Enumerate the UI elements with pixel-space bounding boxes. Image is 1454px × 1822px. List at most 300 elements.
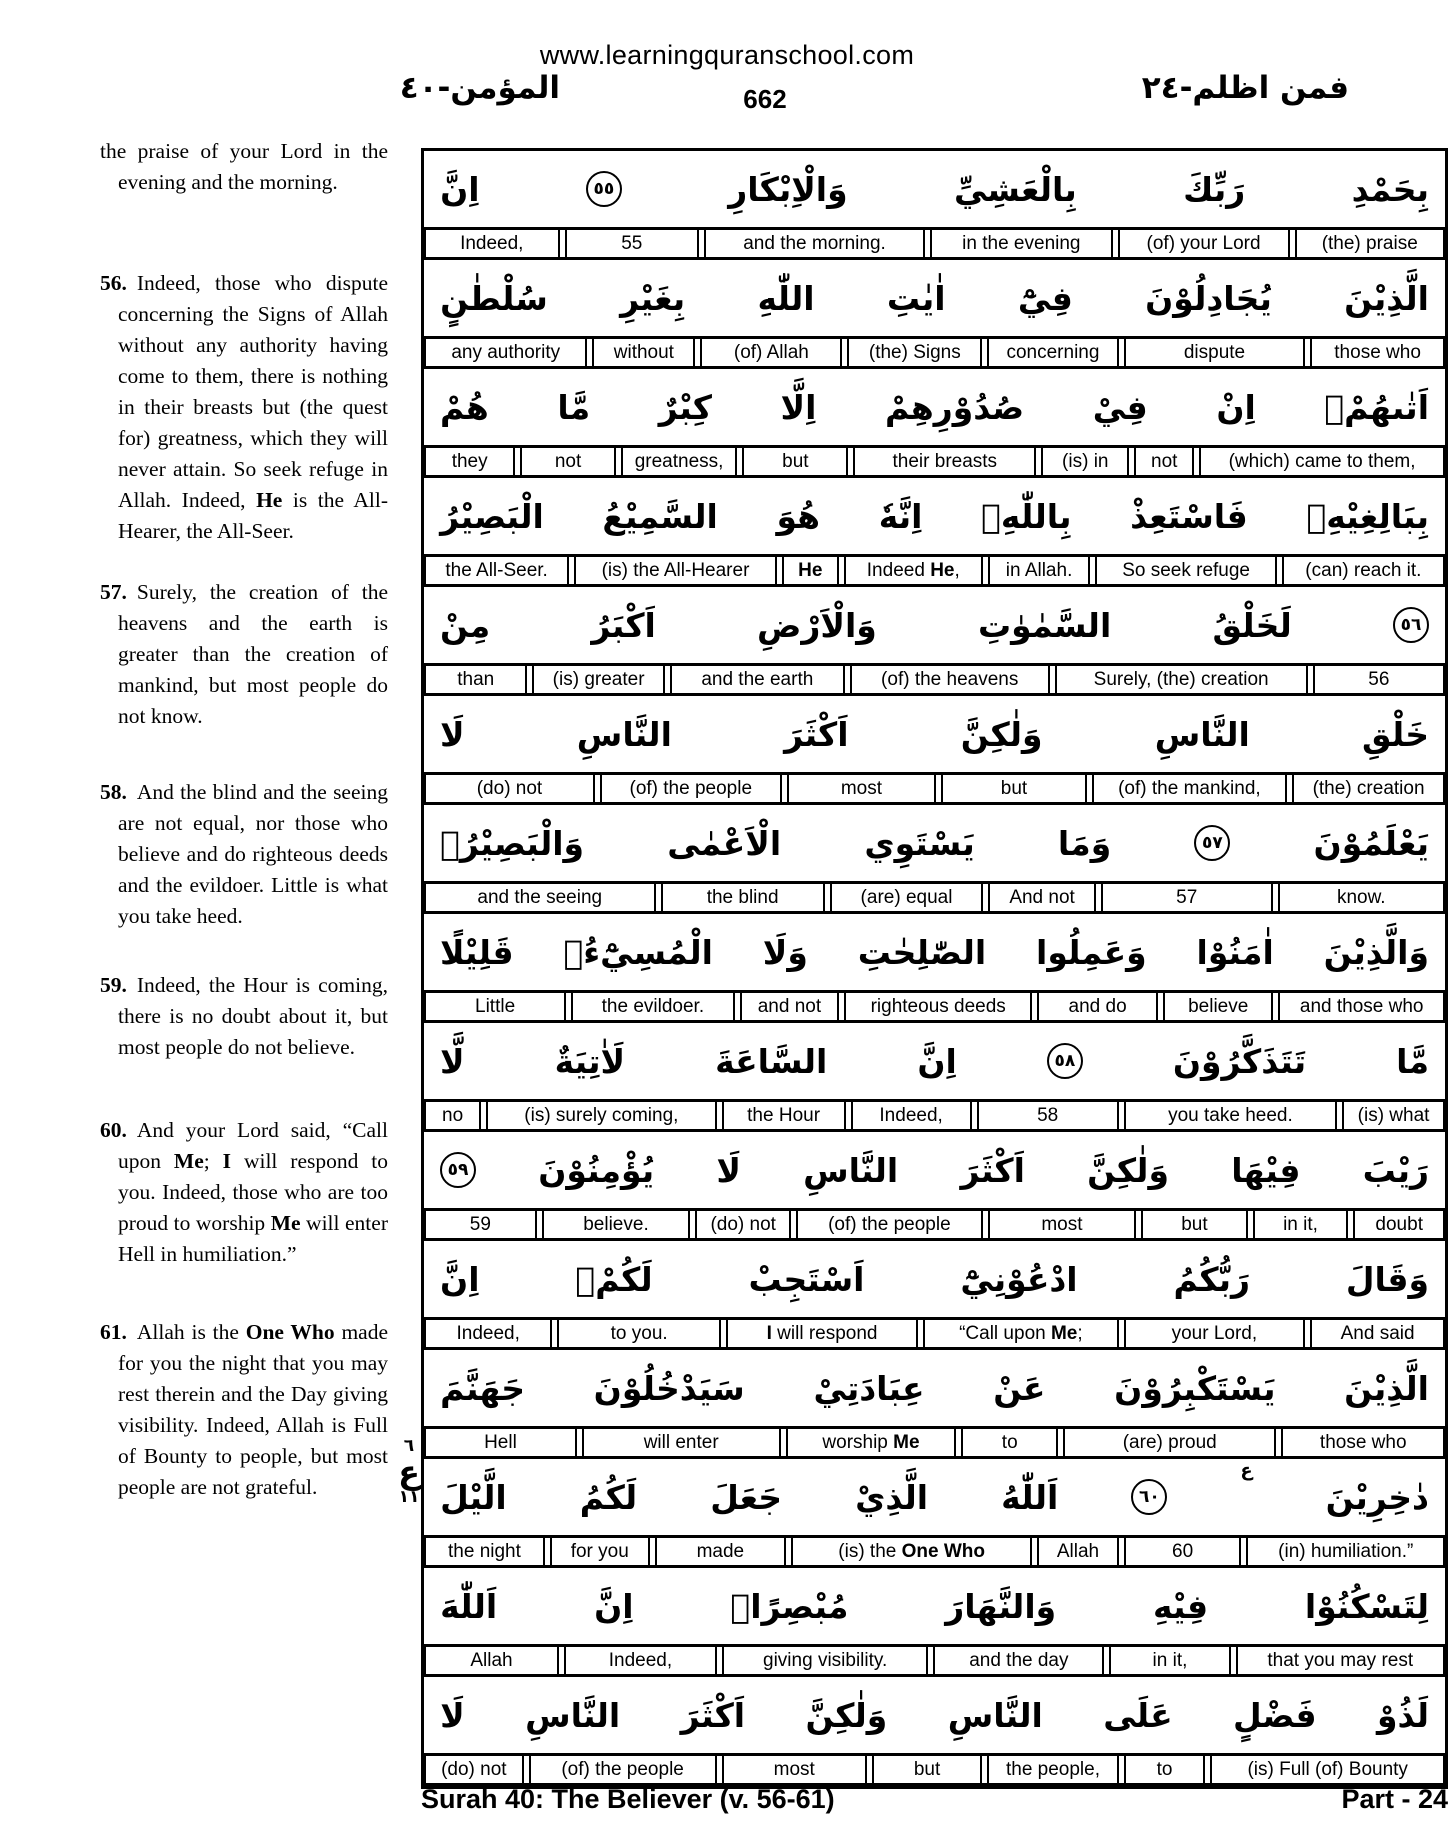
- arabic-word: مُبْصِرًاۭ: [730, 1586, 849, 1626]
- arabic-word: يَعْلَمُوْنَ: [1313, 823, 1429, 863]
- translation-cell: [1124, 1102, 1337, 1129]
- translation-text: Me: [893, 1432, 920, 1453]
- translation-text: (do) not: [476, 778, 543, 799]
- translation-cell: [791, 1538, 1032, 1565]
- arabic-word: الَّيْلَ: [440, 1477, 507, 1517]
- translation-text: Indeed,: [608, 1650, 673, 1671]
- arabic-word: كِبْرٌ: [658, 387, 712, 427]
- arabic-word: بِحَمْدِ: [1351, 169, 1429, 209]
- translation-text: but: [782, 451, 809, 472]
- translation-text: (is) greater: [552, 669, 645, 690]
- translation-text: (which) came to them,: [1228, 451, 1416, 472]
- arabic-word: هُمْ: [440, 387, 489, 427]
- arabic-word: اٰمَنُوْا: [1196, 932, 1274, 972]
- translation-cell: [532, 666, 664, 693]
- translation-text: Surely, (the) creation: [1093, 669, 1269, 690]
- verse-end-marker: ٥٦: [1393, 607, 1429, 643]
- page-number: 662: [743, 84, 787, 114]
- translation-cell: [592, 339, 695, 366]
- translation-text: most: [840, 778, 882, 799]
- translation-cell: [742, 448, 848, 475]
- arabic-word: النَّاسِ: [576, 714, 672, 754]
- translation-text: (is) Full (of) Bounty: [1247, 1759, 1408, 1780]
- translation-text: not: [554, 451, 582, 472]
- arabic-word: عَنْ: [993, 1368, 1046, 1408]
- translation-cell: [574, 557, 777, 584]
- translation-cell: [704, 230, 925, 257]
- translation-cell: [424, 1320, 552, 1347]
- verse-text-segment: will respond to you. Indeed, those who are too proud to worship: [118, 1149, 388, 1235]
- translation-text: and do: [1068, 996, 1127, 1017]
- verse-text-segment: Indeed, the Hour is coming, there is no doubt about it, but most people do not believe.: [118, 973, 388, 1059]
- translation-cell: [977, 1102, 1119, 1129]
- translation-cell: [923, 1320, 1118, 1347]
- arabic-word: فَاسْتَعِذْ: [1130, 496, 1248, 536]
- verse-text-segment: will enter Hell in humiliation.”: [118, 1211, 388, 1266]
- translation-cell: [424, 884, 656, 911]
- translation-cell: [787, 775, 937, 802]
- translation-cell: [1092, 775, 1287, 802]
- translation-cell: [988, 557, 1091, 584]
- translation-text: in Allah.: [1005, 560, 1073, 581]
- translation-cell: [722, 1102, 846, 1129]
- footer-part-label: Part - 24: [1341, 1784, 1448, 1814]
- arabic-word: وَقَالَ: [1345, 1259, 1429, 1299]
- translation-text: (is) what: [1357, 1105, 1430, 1126]
- translation-text: but: [1181, 1214, 1208, 1235]
- verse-paragraph: [100, 970, 388, 1063]
- translation-text: in the evening: [962, 233, 1081, 254]
- arabic-word: اِنَّ: [917, 1041, 957, 1081]
- arabic-word: رَبُّكُمُ: [1173, 1259, 1250, 1299]
- translation-text: will enter: [643, 1432, 719, 1453]
- translation-text: Indeed,: [460, 233, 524, 254]
- arabic-word: دٰخِرِيْنَ: [1325, 1477, 1429, 1517]
- arabic-word: لَذُوْ: [1377, 1695, 1429, 1735]
- translation-text: Hell: [484, 1432, 517, 1453]
- translation-text: Little: [475, 996, 516, 1017]
- arabic-word: وَعَمِلُوا: [1036, 932, 1147, 972]
- translation-cell: [941, 775, 1086, 802]
- arabic-word: اَكْثَرَ: [784, 714, 849, 754]
- arabic-row: [424, 587, 1445, 663]
- translation-cell: [424, 1756, 524, 1783]
- translation-cell: [424, 448, 515, 475]
- translation-cell: [988, 1211, 1137, 1238]
- translation-cell: [424, 557, 569, 584]
- translation-text: you take heed.: [1168, 1105, 1293, 1126]
- translation-cell: [529, 1756, 717, 1783]
- arabic-word: جَعَلَ: [710, 1477, 783, 1517]
- translation-text: Me: [1050, 1323, 1078, 1344]
- arabic-word: بِغَيْرِ: [620, 278, 686, 318]
- translation-row: [424, 1753, 1445, 1786]
- verse-end-marker: ٥٧: [1194, 825, 1230, 861]
- translation-text: and not: [757, 996, 822, 1017]
- arabic-row: [424, 478, 1445, 554]
- verse-number: 58.: [100, 780, 127, 804]
- arabic-word: سُلْطٰنٍ: [440, 278, 548, 318]
- translation-row: [424, 663, 1445, 696]
- arabic-word: لَخَلْقُ: [1212, 605, 1292, 645]
- translation-text: And not: [1009, 887, 1075, 908]
- translation-text: made: [696, 1541, 745, 1562]
- translation-text: for you: [570, 1541, 629, 1562]
- ruku-number-top: ٦: [403, 1436, 415, 1456]
- translation-cell: [564, 1647, 717, 1674]
- translation-text: 56: [1368, 669, 1390, 690]
- arabic-word: اِنَّ: [440, 169, 480, 209]
- translation-text: (can) reach it.: [1305, 560, 1422, 581]
- translation-row: [424, 1426, 1445, 1459]
- translation-cell: [670, 666, 845, 693]
- arabic-row: [424, 696, 1445, 772]
- translation-text: than: [457, 669, 495, 690]
- arabic-word: عَلَى: [1103, 1695, 1173, 1735]
- translation-cell: [1141, 1211, 1247, 1238]
- translation-text: their breasts: [892, 451, 998, 472]
- arabic-word: النَّاسِ: [803, 1150, 899, 1190]
- verse-text-segment: And your Lord said, “Call upon: [118, 1118, 388, 1173]
- translation-text: (is) surely coming,: [524, 1105, 679, 1126]
- translation-text: (do) not: [710, 1214, 776, 1235]
- translation-cell: [550, 1538, 650, 1565]
- arabic-word: ادْعُوْنِيْٓ: [960, 1259, 1078, 1299]
- arabic-word: لَّا: [440, 1041, 465, 1081]
- translation-cell: [1095, 557, 1276, 584]
- arabic-word: لَاٰتِيَةٌ: [554, 1041, 626, 1081]
- arabic-word: رَيْبَ: [1362, 1150, 1429, 1190]
- arabic-word: الْبَصِيْرُ: [440, 496, 544, 536]
- arabic-word: اٰيٰتِ: [886, 278, 946, 318]
- arabic-word: يَسْتَوِي: [864, 823, 975, 863]
- translation-cell: [740, 993, 840, 1020]
- translation-cell: [1055, 666, 1308, 693]
- arabic-word: يَسْتَكْبِرُوْنَ: [1114, 1368, 1276, 1408]
- ruku-number-bottom: ١١: [398, 1487, 420, 1508]
- translation-text: and the day: [969, 1650, 1069, 1671]
- arabic-word: السَّاعَةَ: [715, 1041, 828, 1081]
- translation-text: (of) the people: [629, 778, 753, 799]
- arabic-word: عِبَادَتِيْ: [813, 1368, 925, 1408]
- arabic-word: يُؤْمِنُوْنَ: [538, 1150, 655, 1190]
- translation-cell: [542, 1211, 691, 1238]
- surah-name-arabic: المؤمن-٤٠: [399, 70, 560, 106]
- verse-text-segment: I: [222, 1149, 232, 1173]
- arabic-word: فِيْهَا: [1231, 1150, 1301, 1190]
- arabic-word: اِنَّ: [594, 1586, 634, 1626]
- arabic-word: اِنَّهٗ: [878, 496, 923, 536]
- verse-text-segment: Me: [270, 1211, 301, 1235]
- arabic-word: مَّا: [1396, 1041, 1429, 1081]
- translation-cell: [1236, 1647, 1445, 1674]
- translation-cell: [786, 1429, 957, 1456]
- translation-text: those who: [1334, 342, 1421, 363]
- arabic-row: [424, 805, 1445, 881]
- translation-cell: [695, 1211, 791, 1238]
- translation-cell: [722, 1647, 928, 1674]
- translation-row: [424, 881, 1445, 914]
- translation-cell: [424, 1429, 577, 1456]
- translation-cell: [1278, 993, 1445, 1020]
- arabic-row: [424, 1241, 1445, 1317]
- translation-text: the night: [448, 1541, 521, 1562]
- arabic-word: يُجَادِلُوْنَ: [1145, 278, 1272, 318]
- verse-paragraph: [100, 136, 388, 198]
- arabic-word: فِيْٓ: [1017, 278, 1073, 318]
- arabic-word: سَيَدْخُلُوْنَ: [593, 1368, 745, 1408]
- translation-cell: [850, 666, 1050, 693]
- translation-cell: [621, 448, 738, 475]
- verse-text-segment: And the blind and the seeing are not equal, nor those who believe and do righteous deeds and the evildoer. Little is what you take heed.: [118, 780, 388, 928]
- arabic-word: وَلٰكِنَّ: [1087, 1150, 1169, 1190]
- translation-text: He: [798, 560, 823, 581]
- translation-cell: [424, 775, 595, 802]
- translation-row: [424, 1317, 1445, 1350]
- arabic-word: فِيْهِ: [1152, 1586, 1209, 1626]
- arabic-word: وَالْاِبْكَارِ: [728, 169, 848, 209]
- verse-text-segment: Allah is the: [136, 1320, 246, 1344]
- ruku-ain-glyph: ع: [398, 1452, 420, 1491]
- translation-cell: [1295, 230, 1446, 257]
- translation-text: without: [613, 342, 674, 363]
- translation-row: [424, 990, 1445, 1023]
- arabic-word: اَكْثَرَ: [680, 1695, 746, 1735]
- translation-text: (the) creation: [1312, 778, 1425, 799]
- translation-row: [424, 336, 1445, 369]
- translation-text: Indeed,: [456, 1323, 520, 1344]
- verse-text-segment: Indeed, those who dispute concerning the Signs of Allah without any authority having come to them, there is nothing in their breasts but (the quest for) greatness, which they will never attain. So seek refuge in Allah. Indeed,: [118, 271, 388, 512]
- translation-cell: [571, 993, 734, 1020]
- translation-cell: [1253, 1211, 1349, 1238]
- translation-cell: [1124, 1756, 1206, 1783]
- translation-text: righteous deeds: [870, 996, 1006, 1017]
- arabic-row: [424, 260, 1445, 336]
- arabic-word: النَّاسِ: [1154, 714, 1250, 754]
- translation-text: (is) the All-Hearer: [601, 560, 750, 581]
- translation-text: greatness,: [634, 451, 724, 472]
- translation-cell: [424, 1211, 537, 1238]
- arabic-word: الَّذِيْنَ: [1344, 278, 1429, 318]
- arabic-row: [424, 1350, 1445, 1426]
- translation-cell: [722, 1756, 867, 1783]
- translation-cell: [844, 557, 983, 584]
- translation-cell: [424, 339, 587, 366]
- translation-cell: [1282, 557, 1445, 584]
- arabic-row: [424, 151, 1445, 227]
- translation-text: (of) Allah: [733, 342, 809, 363]
- translation-text: 58: [1037, 1105, 1059, 1126]
- arabic-row: [424, 914, 1445, 990]
- arabic-word: الْاَعْمٰى: [667, 823, 782, 863]
- translation-text: ;: [1077, 1323, 1083, 1344]
- translation-text: giving visibility.: [763, 1650, 888, 1671]
- translation-cell: [1310, 339, 1445, 366]
- verse-end-marker: ٥٨: [1047, 1043, 1083, 1079]
- translation-text: (the) Signs: [868, 342, 961, 363]
- translation-row: [424, 554, 1445, 587]
- verse-text-segment: Me: [173, 1149, 204, 1173]
- translation-row: [424, 1535, 1445, 1568]
- translation-cell: [1134, 448, 1194, 475]
- translation-text: know.: [1336, 887, 1386, 908]
- arabic-word: اِنَّ: [440, 1259, 480, 1299]
- arabic-word: النَّاسِ: [947, 1695, 1043, 1735]
- arabic-word: اَللّٰهَ: [440, 1586, 498, 1626]
- translation-cell: [987, 339, 1119, 366]
- arabic-row: [424, 1459, 1445, 1535]
- translation-text: not: [1151, 451, 1178, 472]
- arabic-word: بِاللّٰهِۭ: [981, 496, 1072, 536]
- translation-cell: [726, 1320, 918, 1347]
- translation-row: [424, 772, 1445, 805]
- translation-text: and the seeing: [477, 887, 603, 908]
- translation-cell: [1163, 993, 1273, 1020]
- verse-number: 57.: [100, 580, 127, 604]
- translation-text: dispute: [1183, 342, 1246, 363]
- arabic-word: رَبِّكَ: [1183, 169, 1246, 209]
- translation-cell: [424, 230, 560, 257]
- translation-text: most: [1041, 1214, 1083, 1235]
- arabic-word: اَكْبَرُ: [591, 605, 656, 645]
- arabic-word: لَا: [440, 1695, 465, 1735]
- translation-cell: [851, 1102, 972, 1129]
- arabic-word: اِلَّا: [780, 387, 817, 427]
- translation-text: ,: [954, 560, 960, 581]
- translation-cell: [988, 884, 1096, 911]
- translation-text: worship: [822, 1432, 894, 1453]
- translation-text: any authority: [451, 342, 561, 363]
- verse-text-segment: He: [256, 488, 283, 512]
- arabic-word: الَّذِيْ: [855, 1477, 929, 1517]
- translation-text: they: [451, 451, 488, 472]
- arabic-word: لِتَسْكُنُوْا: [1304, 1586, 1429, 1626]
- translation-text: believe.: [583, 1214, 649, 1235]
- arabic-word: فِيْ: [1092, 387, 1148, 427]
- translation-cell: [987, 1756, 1119, 1783]
- translation-row: [424, 1208, 1445, 1241]
- ruku-ain-mark: ع: [1240, 1460, 1253, 1481]
- translation-text: the All-Seer.: [445, 560, 548, 581]
- verse-text-segment: made for you the night that you may rest therein and the Day giving visibility. Indeed, Allah is Full of Bounty to people, but most people are not grateful.: [118, 1320, 388, 1499]
- translation-cell: [655, 1538, 787, 1565]
- arabic-word: اللّٰهِ: [757, 278, 815, 318]
- translation-text: concerning: [1006, 342, 1100, 363]
- arabic-word: وَالَّذِيْنَ: [1323, 932, 1429, 972]
- translation-text: doubt: [1375, 1214, 1423, 1235]
- arabic-word: وَالنَّهَارَ: [945, 1586, 1057, 1626]
- arabic-word: قَلِيْلًا: [440, 932, 514, 972]
- arabic-row: [424, 1023, 1445, 1099]
- translation-cell: [847, 339, 982, 366]
- translation-text: that you may rest: [1267, 1650, 1414, 1671]
- arabic-word: اَكْثَرَ: [960, 1150, 1025, 1190]
- translation-text: (are) equal: [860, 887, 953, 908]
- translation-text: 59: [469, 1214, 491, 1235]
- translation-text: And said: [1340, 1323, 1415, 1344]
- arabic-word: السَّمٰوٰتِ: [978, 605, 1112, 645]
- translation-cell: [1109, 1647, 1230, 1674]
- verse-text-segment: is the All-Hearer, the All-Seer.: [118, 488, 388, 543]
- translation-text: in it,: [1283, 1214, 1318, 1235]
- translation-cell: [930, 230, 1113, 257]
- translation-text: Allah: [470, 1650, 513, 1671]
- translation-text: One Who: [901, 1541, 986, 1562]
- translation-text: and the earth: [701, 669, 814, 690]
- arabic-row: [424, 1677, 1445, 1753]
- translation-cell: [1037, 993, 1158, 1020]
- arabic-word: الَّذِيْنَ: [1344, 1368, 1429, 1408]
- translation-cell: [424, 1647, 559, 1674]
- translation-cell: [1313, 666, 1445, 693]
- sidebar-verses: [100, 136, 388, 1503]
- translation-text: and the morning.: [743, 233, 886, 254]
- translation-cell: [853, 448, 1036, 475]
- translation-text: but: [913, 1759, 941, 1780]
- translation-text: most: [773, 1759, 815, 1780]
- translation-cell: [1281, 1429, 1445, 1456]
- translation-cell: [424, 1538, 545, 1565]
- translation-cell: [1101, 884, 1273, 911]
- verse-number: 61.: [100, 1320, 127, 1344]
- translation-text: 55: [621, 233, 643, 254]
- arabic-word: هُوَ: [776, 496, 821, 536]
- translation-text: believe: [1188, 996, 1249, 1017]
- translation-text: (of) your Lord: [1146, 233, 1261, 254]
- arabic-word: النَّاسِ: [525, 1695, 621, 1735]
- arabic-row: [424, 369, 1445, 445]
- translation-text: the people,: [1005, 1759, 1100, 1780]
- verse-text-segment: Surely, the creation of the heavens and the earth is greater than the creation of mankind, but most people do not know.: [118, 580, 388, 728]
- verse-number: 56.: [100, 271, 127, 295]
- translation-text: He: [930, 560, 955, 581]
- verse-text-segment: ;: [203, 1149, 223, 1173]
- translation-cell: [565, 230, 699, 257]
- verse-paragraph: [100, 268, 388, 547]
- verse-end-marker: ٥٩: [440, 1152, 476, 1188]
- translation-text: to: [1001, 1432, 1018, 1453]
- footer-surah-label: Surah 40: The Believer (v. 56-61): [421, 1784, 835, 1814]
- translation-cell: [796, 1211, 983, 1238]
- arabic-word: الْمُسِيْٓءُۭ: [563, 932, 713, 972]
- translation-cell: [1278, 884, 1445, 911]
- arabic-word: مَّا: [557, 387, 591, 427]
- translation-cell: [424, 1102, 481, 1129]
- translation-cell: [933, 1647, 1104, 1674]
- translation-cell: [1124, 1320, 1306, 1347]
- translation-text: the evildoer.: [601, 996, 705, 1017]
- translation-text: (is) the: [838, 1541, 902, 1562]
- arabic-word: خَلْقِ: [1362, 714, 1429, 754]
- translation-cell: [961, 1429, 1058, 1456]
- arabic-row: [424, 1568, 1445, 1644]
- translation-text: (in) humiliation.”: [1278, 1541, 1414, 1562]
- translation-cell: [1124, 1538, 1242, 1565]
- translation-cell: [1353, 1211, 1445, 1238]
- verse-paragraph: [100, 1115, 388, 1270]
- verse-paragraph: [100, 1317, 388, 1503]
- translation-cell: [486, 1102, 716, 1129]
- translation-text: Indeed,: [879, 1105, 943, 1126]
- translation-text: So seek refuge: [1122, 560, 1250, 581]
- translation-cell: [872, 1756, 982, 1783]
- translation-cell: [600, 775, 782, 802]
- arabic-word: اِنْ: [1216, 387, 1256, 427]
- translation-cell: [1210, 1756, 1445, 1783]
- translation-cell: [1292, 775, 1445, 802]
- translation-cell: [782, 557, 839, 584]
- translation-text: to: [1156, 1759, 1173, 1780]
